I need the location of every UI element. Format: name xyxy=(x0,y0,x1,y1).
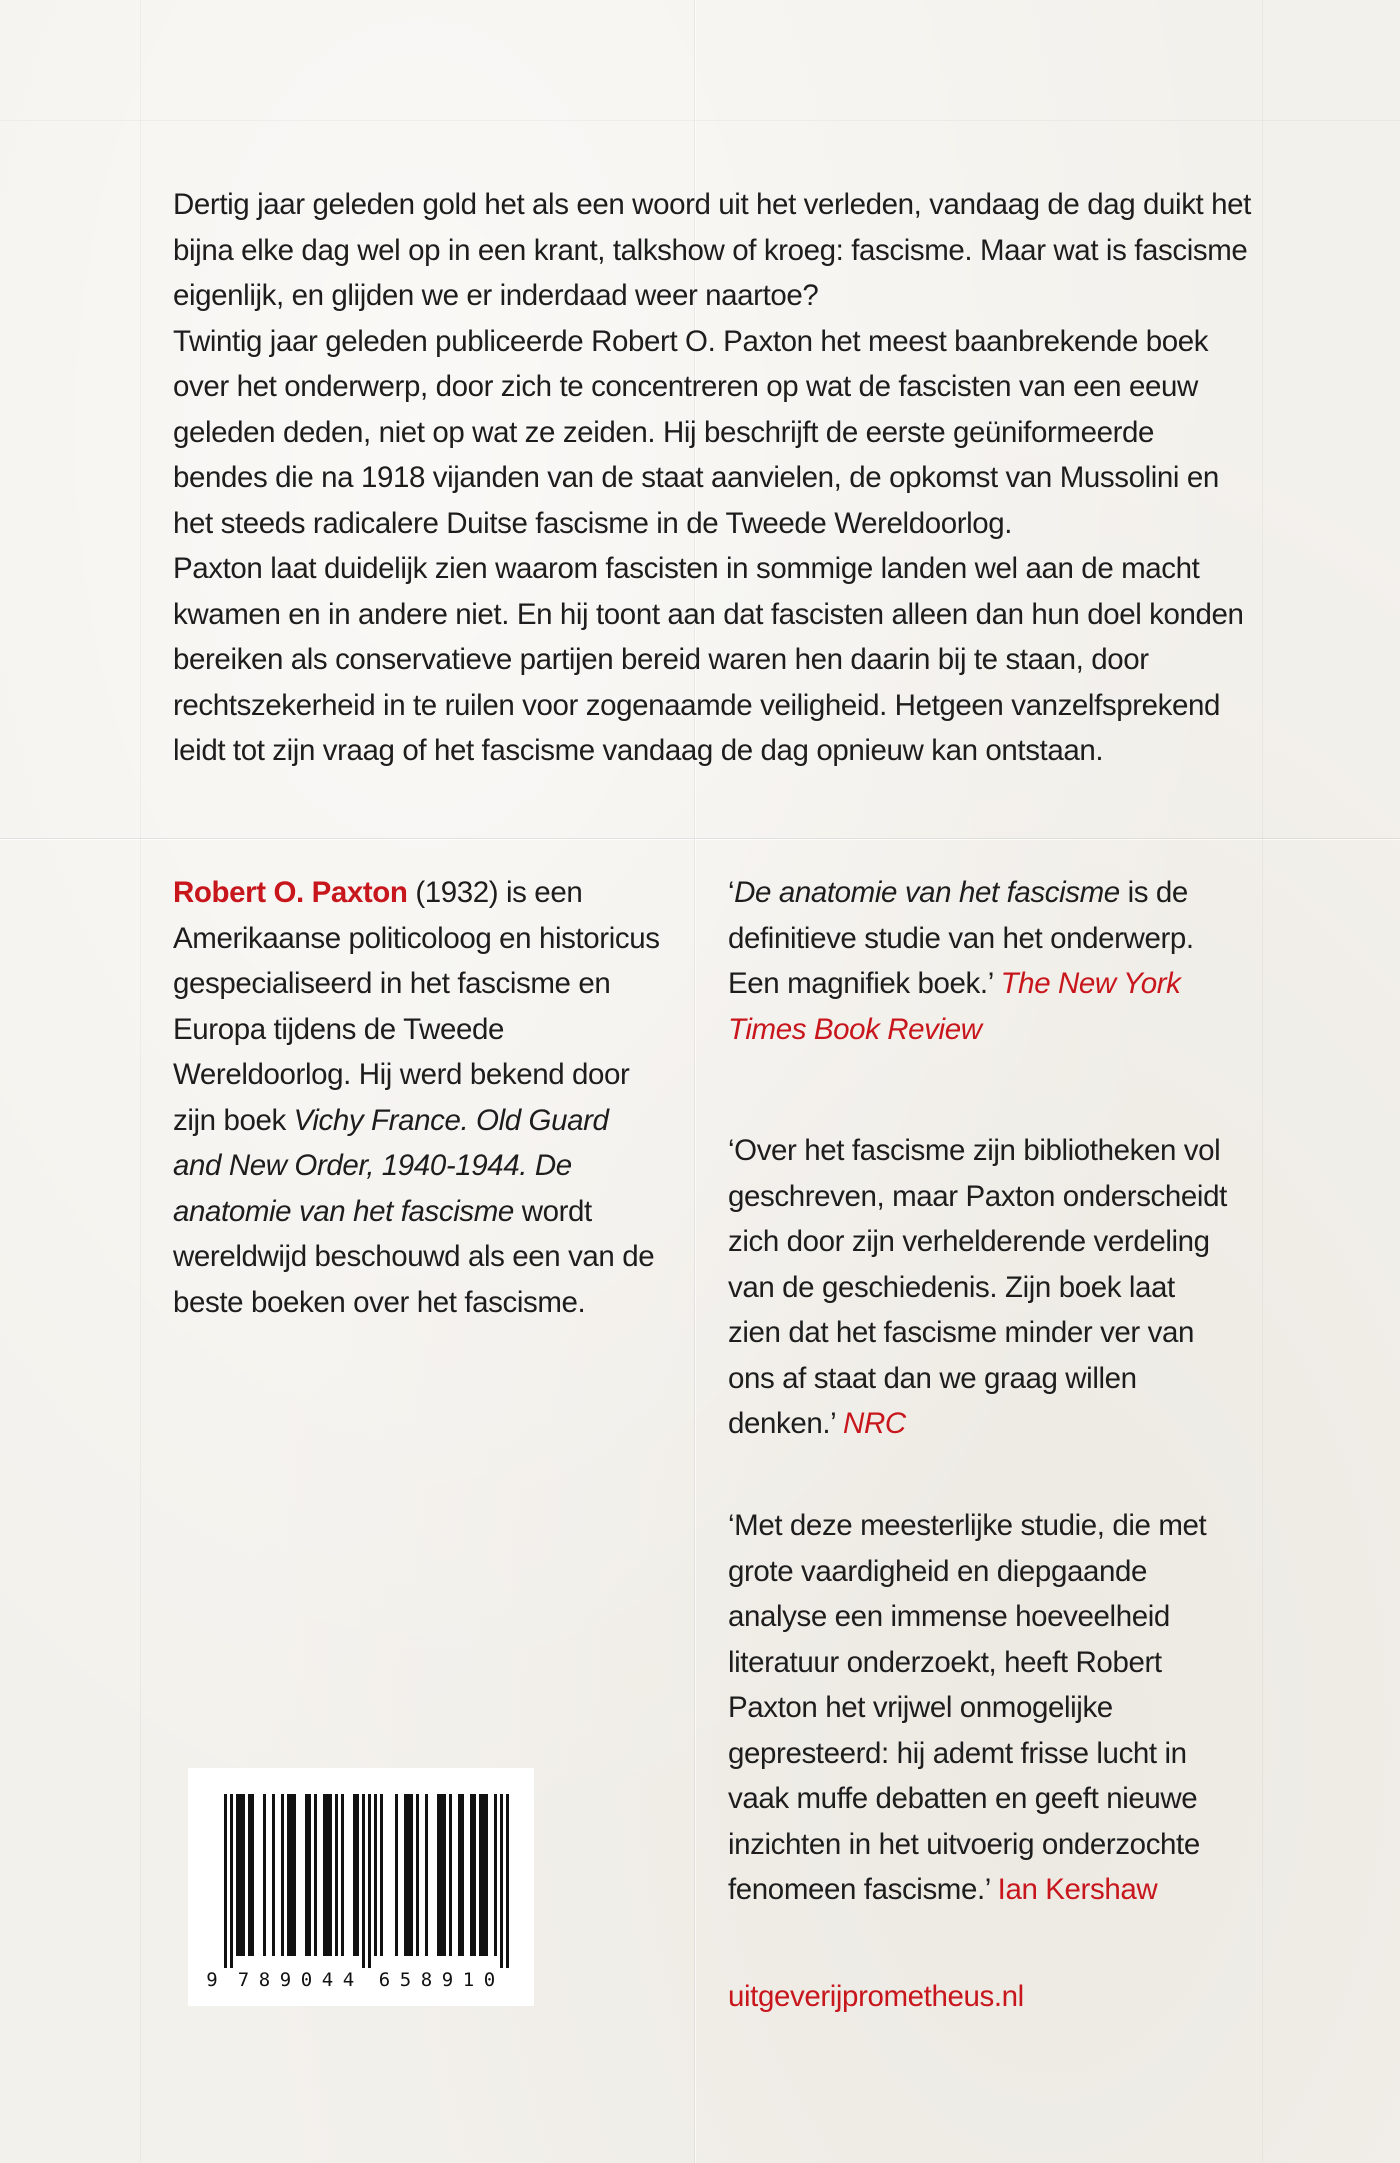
barcode-bar xyxy=(485,1794,488,1956)
paper-fold-line xyxy=(0,120,1400,121)
quote-text: ‘Met deze meesterlijke studie, die met grote vaardigheid en diepgaande analyse een immense hoeveelheid literatuur onderzoekt, heeft Robert Paxton het vrijwel onmogelijke gepresteerd: hij ademt frisse lucht in vaak muffe debatten en geeft nieuwe inzichten in het uitvoerig onderzochte fenomeen fascisme.’ xyxy=(728,1509,1207,1906)
barcode-bar xyxy=(506,1794,509,1968)
barcode-digit: 5 xyxy=(399,1969,412,1991)
barcode-bar xyxy=(290,1794,293,1956)
quote-book-title: De anatomie van het fascisme xyxy=(734,876,1120,909)
barcode-bar xyxy=(230,1794,233,1968)
quote-source: The New York Times Book Review xyxy=(728,967,1181,1046)
bio-text: wordt wereldwijd beschouwd als een van de beste boeken over het fascisme. xyxy=(173,1194,655,1319)
barcode-bar xyxy=(323,1794,326,1956)
barcode-bar xyxy=(242,1794,245,1956)
barcode-bar xyxy=(425,1794,428,1956)
barcode-bar xyxy=(443,1794,446,1956)
blurb-intro xyxy=(173,182,1253,774)
quote-source: Ian Kershaw xyxy=(997,1873,1158,1906)
barcode-bar xyxy=(353,1794,356,1956)
barcode-bar xyxy=(473,1794,476,1956)
author-bio xyxy=(173,870,663,1325)
barcode-digit: 4 xyxy=(321,1969,334,1991)
author-bio-paragraph xyxy=(173,870,663,1325)
barcode-bar xyxy=(329,1794,332,1956)
bio-text: (1932) is een Amerikaanse politicoloog en historicus gespecialiseerd in het fascisme en Europa tijdens de Tweede Wereldoorlog. Hij werd bekend door zijn boek xyxy=(173,876,660,1137)
quote-source: NRC xyxy=(843,1407,906,1440)
barcode-bar xyxy=(470,1794,473,1956)
paper-fold-line xyxy=(0,838,1400,840)
quote-open-mark: ‘ xyxy=(728,876,735,909)
intro-paragraph: Dertig jaar geleden gold het als een woord uit het verleden, vandaag de dag duikt het bijna elke dag wel op in een krant, talkshow of kroeg: fascisme. Maar wat is fascisme eigenlijk, en glijden we er inderdaad weer naartoe? xyxy=(173,188,1251,312)
barcode-bar xyxy=(236,1794,239,1956)
book-title: Vichy France. Old Guard and New Order, 1940-1944. De anatomie van het fascisme xyxy=(173,1103,609,1228)
barcode-digit: 0 xyxy=(483,1969,496,1991)
barcode-bar xyxy=(374,1794,377,1956)
barcode-digit: 4 xyxy=(342,1969,355,1991)
barcode-bar xyxy=(356,1794,359,1956)
barcode-digit: 7 xyxy=(237,1969,250,1991)
intro-paragraph: Paxton laat duidelijk zien waarom fascisten in sommige landen wel aan de macht kwamen en in andere niet. En hij toont aan dat fascisten alleen dan hun doel konden bereiken als conservatieve partijen bereid waren hen daarin bij te staan, door rechtszekerheid in te ruilen voor zogenaamde veiligheid. Hetgeen vanzelfsprekend leidt tot zijn vraag of het fascisme vandaag de dag opnieuw kan ontstaan. xyxy=(173,552,1244,767)
barcode-bar xyxy=(272,1794,275,1956)
barcode-bar xyxy=(482,1794,485,1956)
barcode-bar xyxy=(305,1794,308,1956)
barcode-bar xyxy=(407,1794,410,1956)
paper-fold-line xyxy=(1262,0,1263,2163)
barcode-bar xyxy=(461,1794,464,1956)
publisher-website[interactable]: uitgeverijprometheus.nl xyxy=(728,1980,1024,2013)
barcode-digit: 9 xyxy=(441,1969,454,1991)
barcode-digit: 9 xyxy=(279,1969,292,1991)
review-quote xyxy=(728,1503,1228,1913)
quote-text: ‘Over het fascisme zijn bibliotheken vol geschreven, maar Paxton onderscheidt zich door zijn verhelderende verdeling van de geschiedenis. Zijn boek laat zien dat het fascisme minder ver van ons af staat dan we graag willen denken.’ xyxy=(728,1134,1227,1440)
barcode-bar xyxy=(500,1794,503,1968)
isbn-barcode xyxy=(188,1768,534,2006)
barcode-bar xyxy=(308,1794,311,1956)
barcode-graphic xyxy=(188,1768,534,2006)
barcode-bar xyxy=(251,1794,254,1956)
barcode-bar xyxy=(335,1794,338,1956)
review-quote xyxy=(728,1128,1228,1447)
barcode-bar xyxy=(410,1794,413,1956)
barcode-digit: 1 xyxy=(462,1969,475,1991)
barcode-bar xyxy=(362,1794,365,1968)
barcode-digit: 8 xyxy=(258,1969,271,1991)
quote-text: is de definitieve studie van het onderwerp. Een magnifiek boek.’ xyxy=(728,876,1194,1000)
barcode-bar xyxy=(341,1794,344,1956)
barcode-bar xyxy=(248,1794,251,1956)
barcode-bar xyxy=(440,1794,443,1956)
author-name: Robert O. Paxton xyxy=(173,876,408,909)
barcode-bar xyxy=(239,1794,242,1956)
barcode-digit: 9 xyxy=(206,1969,218,1991)
barcode-digit: 0 xyxy=(300,1969,313,1991)
barcode-digit: 8 xyxy=(420,1969,433,1991)
barcode-bar xyxy=(494,1794,497,1956)
barcode-bar xyxy=(416,1794,419,1956)
review-quote xyxy=(728,870,1228,1052)
barcode-bar xyxy=(287,1794,290,1956)
paper-fold-line xyxy=(140,0,141,2163)
barcode-bar xyxy=(368,1794,371,1968)
barcode-bar xyxy=(404,1794,407,1956)
barcode-bar xyxy=(449,1794,452,1956)
barcode-bar xyxy=(479,1794,482,1956)
barcode-bar xyxy=(263,1794,266,1956)
barcode-bar xyxy=(224,1794,227,1968)
intro-paragraph: Twintig jaar geleden publiceerde Robert O. Paxton het meest baanbrekende boek over het onderwerp, door zich te concentreren op wat de fascisten van een eeuw geleden deden, niet op wat ze zeiden. Hij beschrijft de eerste geüniformeerde bendes die na 1918 vijanden van de staat aanvielen, de opkomst van Mussolini en het steeds radicalere Duitse fascisme in de Tweede Wereldoorlog. xyxy=(173,324,1219,540)
barcode-bar xyxy=(326,1794,329,1956)
barcode-bar xyxy=(380,1794,383,1956)
barcode-digit: 6 xyxy=(378,1969,391,1991)
barcode-bar xyxy=(293,1794,296,1956)
barcode-bar xyxy=(314,1794,317,1956)
barcode-bar xyxy=(395,1794,398,1956)
barcode-bar xyxy=(437,1794,440,1956)
barcode-bar xyxy=(281,1794,284,1956)
barcode-bar xyxy=(458,1794,461,1956)
